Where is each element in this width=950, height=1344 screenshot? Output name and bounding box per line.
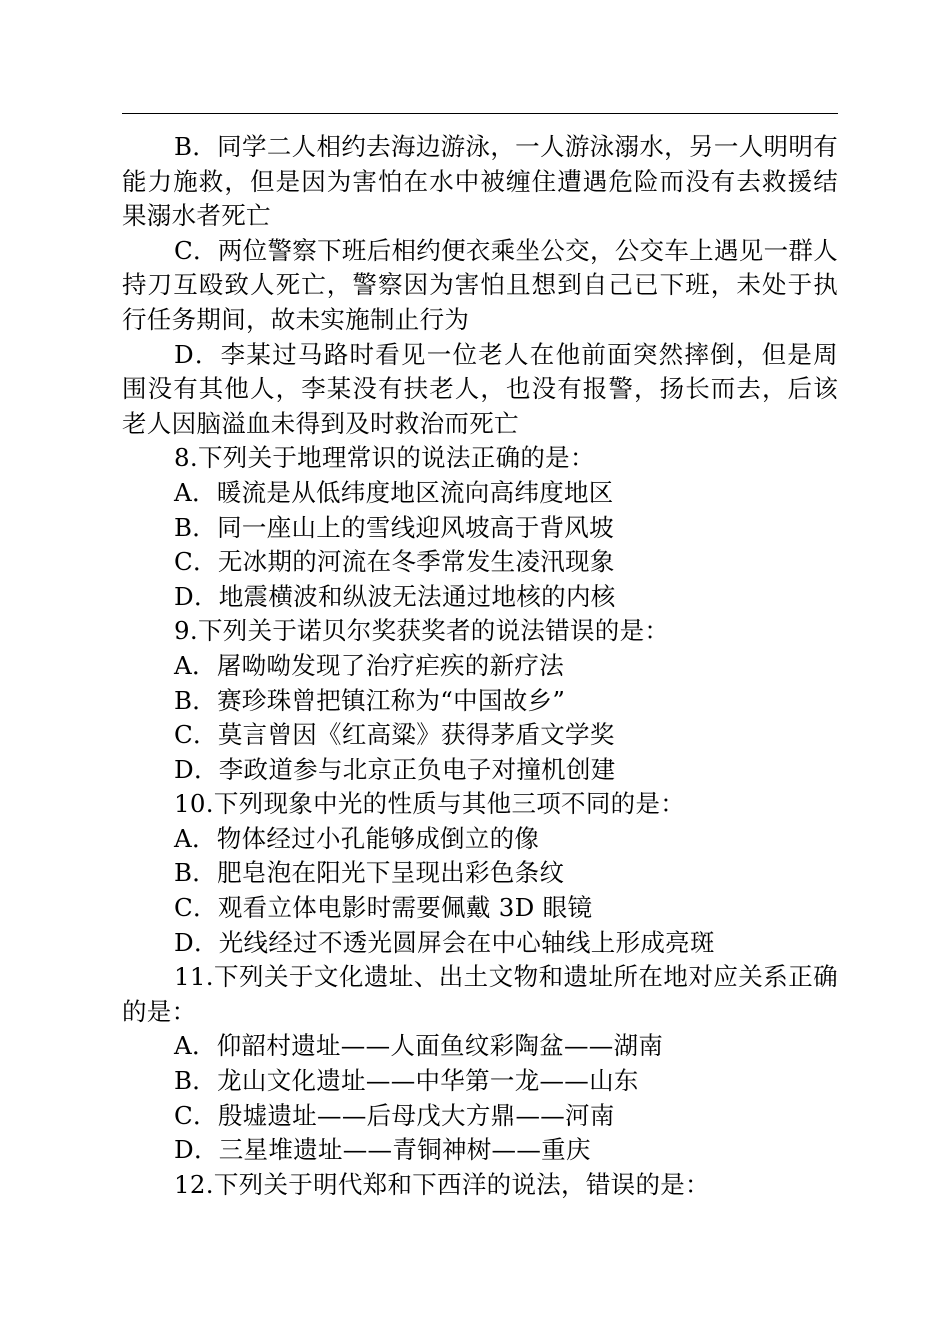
option-a-q9: A．屠呦呦发现了治疗疟疾的新疗法 — [174, 650, 564, 680]
option-b-q10: B．肥皂泡在阳光下呈现出彩色条纹 — [174, 858, 565, 888]
option-d-q9: D．李政道参与北京正负电子对撞机创建 — [174, 754, 616, 784]
question-12: 12.下列关于明代郑和下西洋的说法，错误的是： — [174, 1169, 710, 1199]
option-a-q11: A．仰韶村遗址——人面鱼纹彩陶盆——湖南 — [174, 1031, 664, 1061]
question-10: 10.下列现象中光的性质与其他三项不同的是： — [174, 789, 686, 819]
option-c-q11: C．殷墟遗址——后母戊大方鼎——河南 — [174, 1100, 615, 1130]
option-c-q10: C．观看立体电影时需要佩戴 3D 眼镜 — [174, 893, 593, 923]
option-c-q7: C．两位警察下班后相约便衣乘坐公交，公交车上遇见一群人持刀互殴致人死亡，警察因为害怕且想到自己已下班，未处于执行任务期间，故未实施制止行为 — [122, 235, 838, 334]
option-b-q8: B．同一座山上的雪线迎风坡高于背风坡 — [174, 512, 614, 542]
question-9: 9.下列关于诺贝尔奖获奖者的说法错误的是： — [174, 616, 670, 646]
option-b-q11: B．龙山文化遗址——中华第一龙——山东 — [174, 1066, 639, 1096]
option-b-q9: B．赛珍珠曾把镇江称为“中国故乡” — [174, 685, 566, 715]
option-b-q7: B．同学二人相约去海边游泳，一人游泳溺水，另一人明明有能力施救，但是因为害怕在水中被缠住遭遇危险而没有去救援结果溺水者死亡 — [122, 132, 838, 231]
option-d-q10: D．光线经过不透光圆屏会在中心轴线上形成亮斑 — [174, 927, 715, 957]
option-c-q8: C．无冰期的河流在冬季常发生凌汛现象 — [174, 547, 615, 577]
question-11: 11.下列关于文化遗址、出土文物和遗址所在地对应关系正确的是： — [122, 962, 838, 1026]
document-body — [122, 130, 838, 1202]
option-d-q8: D．地震横波和纵波无法通过地核的内核 — [174, 581, 616, 611]
option-a-q10: A．物体经过小孔能够成倒立的像 — [174, 823, 540, 853]
option-c-q9: C．莫言曾因《红高粱》获得茅盾文学奖 — [174, 720, 615, 750]
option-d-q11: D．三星堆遗址——青铜神树——重庆 — [174, 1135, 591, 1165]
question-8: 8.下列关于地理常识的说法正确的是： — [174, 443, 595, 473]
option-a-q8: A．暖流是从低纬度地区流向高纬度地区 — [174, 477, 614, 507]
option-d-q7: D．李某过马路时看见一位老人在他前面突然摔倒，但是周围没有其他人，李某没有扶老人，也没有报警，扬长而去，后该老人因脑溢血未得到及时救治而死亡 — [122, 339, 838, 438]
header-rule — [122, 113, 838, 114]
